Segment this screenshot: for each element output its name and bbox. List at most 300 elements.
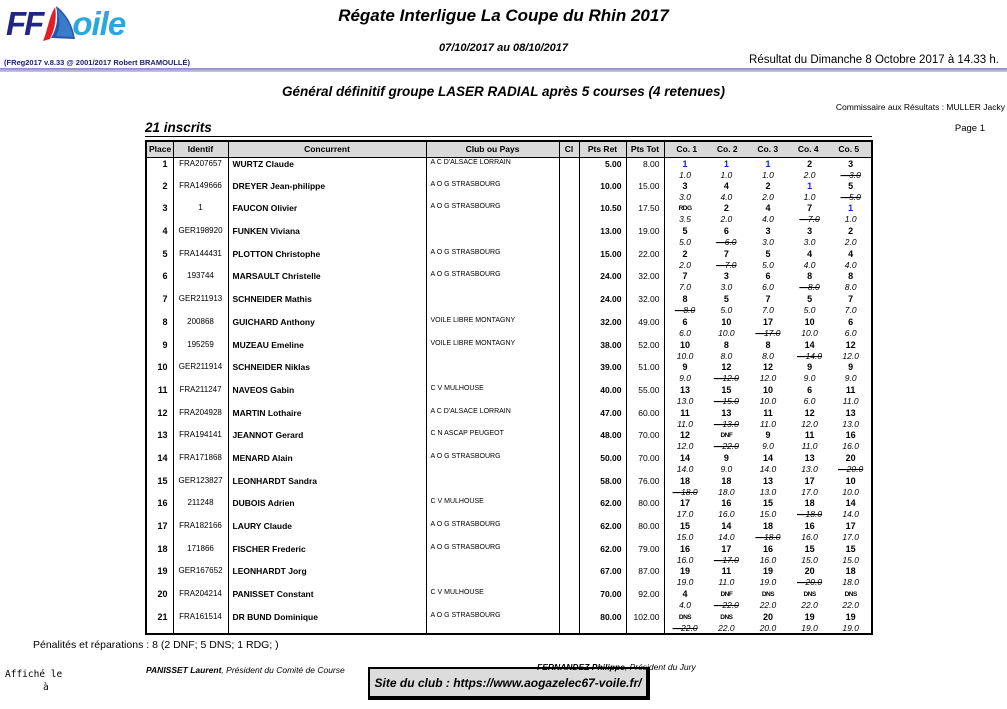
col-header-cl: Cl <box>559 141 579 157</box>
separator-line <box>0 68 1007 72</box>
cell-ptsret: 62.00 <box>579 497 626 520</box>
race-rank: 2 <box>682 248 688 259</box>
race-rank: 15 <box>721 384 732 395</box>
cell-name: SCHNEIDER Niklas <box>228 361 426 384</box>
cell-name: WURTZ Claude <box>228 157 426 180</box>
cell-ptsret: 39.00 <box>579 361 626 384</box>
cell-identif: 195259 <box>173 339 228 362</box>
cell-name: DUBOIS Adrien <box>228 497 426 520</box>
cell-identif: GER211914 <box>173 361 228 384</box>
table-row <box>146 157 872 180</box>
race-cell <box>830 316 872 339</box>
table-row <box>146 611 872 634</box>
cell-club: A O G STRASBOURG <box>426 543 559 566</box>
cell-cl <box>559 180 579 203</box>
software-version: (FReg2017 v.8.33 @ 2001/2017 Robert BRAMOULLÉ) <box>4 58 190 67</box>
race-cell <box>664 565 706 588</box>
cell-club <box>426 361 559 384</box>
race-points: 3.0 <box>720 282 733 293</box>
race-cell <box>830 429 872 452</box>
race-cell <box>747 293 789 316</box>
logo-text-oile: oile <box>72 5 126 42</box>
cell-place: 20 <box>146 588 173 611</box>
race-cell <box>789 202 831 225</box>
race-cell <box>706 316 748 339</box>
cell-place: 3 <box>146 202 173 225</box>
race-rank: 11 <box>804 430 815 441</box>
race-rank: RDG <box>678 205 692 213</box>
race-points: — 8.0 <box>789 282 831 292</box>
race-points: 15.0 <box>676 532 694 542</box>
race-cell <box>747 611 789 634</box>
results-table-container <box>145 140 873 635</box>
table-row <box>146 316 872 339</box>
race-cell <box>706 475 748 498</box>
race-cell <box>789 452 831 475</box>
race-rank: 2 <box>807 158 813 169</box>
cell-identif: FRA182166 <box>173 520 228 543</box>
race-points: 7.0 <box>844 305 857 316</box>
cell-name: PLOTTON Christophe <box>228 248 426 271</box>
cell-ptstot: 92.00 <box>626 588 664 611</box>
race-points: 1.0 <box>720 169 733 180</box>
race-points: 3.0 <box>762 237 774 248</box>
race-cell <box>664 293 706 316</box>
race-cell <box>789 225 831 248</box>
race-cell <box>747 339 789 362</box>
table-row <box>146 588 872 611</box>
group-title: Général définitif groupe LASER RADIAL après 5 courses (4 retenues) <box>281 84 726 99</box>
cell-identif: 171866 <box>173 543 228 566</box>
race-cell <box>747 361 789 384</box>
col-header-club: Club ou Pays <box>426 141 559 157</box>
race-rank: 8 <box>723 339 729 350</box>
race-cell <box>789 293 831 316</box>
race-cell <box>706 293 748 316</box>
race-points: 11.0 <box>842 395 859 406</box>
race-points: 11.0 <box>801 441 818 452</box>
race-cell <box>789 611 831 634</box>
results-table-body <box>146 157 872 634</box>
race-rank: 15 <box>680 521 691 531</box>
logo-text-ff: FF <box>6 5 43 42</box>
race-cell <box>664 452 706 475</box>
cell-place: 11 <box>146 384 173 407</box>
race-points: 4.0 <box>762 214 774 225</box>
cell-ptsret: 15.00 <box>579 248 626 271</box>
race-rank: 6 <box>765 271 771 282</box>
race-cell <box>789 543 831 566</box>
race-cell <box>789 475 831 498</box>
race-rank: 18 <box>680 475 691 486</box>
race-rank: 8 <box>682 294 688 305</box>
race-points: 1.0 <box>844 214 857 225</box>
race-points: 1.0 <box>803 191 816 202</box>
race-points: 19.0 <box>759 577 777 588</box>
race-cell <box>747 543 789 566</box>
cell-identif: FRA161514 <box>173 611 228 634</box>
col-header-races <box>664 141 872 157</box>
race-points: 3.0 <box>679 191 691 202</box>
cell-identif: FRA194141 <box>173 429 228 452</box>
race-rank: 10 <box>845 475 856 486</box>
col-header-race-3: Co. 3 <box>757 144 779 155</box>
race-rank: DNS <box>844 591 857 599</box>
cell-ptsret: 62.00 <box>579 520 626 543</box>
race-rank: 6 <box>807 384 813 395</box>
race-rank: DNS <box>720 613 733 621</box>
race-cell <box>830 588 872 611</box>
table-row <box>146 180 872 203</box>
race-cell <box>789 429 831 452</box>
race-points: 4.0 <box>803 259 816 270</box>
race-cell <box>664 497 706 520</box>
race-points: 17.0 <box>676 509 694 520</box>
race-points: 9.0 <box>844 373 857 384</box>
cell-ptsret: 50.00 <box>579 452 626 475</box>
race-rank: 18 <box>762 521 773 531</box>
cell-club: A C D'ALSACE LORRAIN <box>426 157 559 180</box>
cell-identif: 211248 <box>173 497 228 520</box>
race-points: — 22.0 <box>665 623 706 633</box>
race-cell <box>789 180 831 203</box>
cell-cl <box>559 452 579 475</box>
race-rank: 6 <box>723 226 729 237</box>
cell-name: MENARD Alain <box>228 452 426 475</box>
race-points: 11.0 <box>718 577 735 588</box>
race-rank: 1 <box>807 180 813 191</box>
cell-ptstot: 51.00 <box>626 361 664 384</box>
cell-cl <box>559 157 579 180</box>
race-cell <box>789 248 831 271</box>
race-points: 14.0 <box>842 509 859 520</box>
cell-place: 4 <box>146 225 173 248</box>
race-points: 11.0 <box>760 418 776 429</box>
race-points: — 17.0 <box>706 555 748 565</box>
race-cell <box>830 339 872 362</box>
race-rank: DNS <box>803 591 816 599</box>
cell-club: A O G STRASBOURG <box>426 180 559 203</box>
race-points: — 18.0 <box>747 532 789 542</box>
race-cell <box>706 225 748 248</box>
jury-president-name: FERNANDEZ Philippe <box>537 662 625 672</box>
race-cell <box>706 543 748 566</box>
race-rank: 16 <box>804 521 815 531</box>
race-rank: 16 <box>721 498 732 509</box>
race-points: 22.0 <box>801 600 818 611</box>
cell-place: 16 <box>146 497 173 520</box>
cell-ptstot: 49.00 <box>626 316 664 339</box>
cell-ptstot: 32.00 <box>626 293 664 316</box>
race-rank: 12 <box>804 407 815 418</box>
race-rank: 19 <box>804 611 815 622</box>
race-cell <box>830 497 872 520</box>
race-rank: 13 <box>680 384 691 395</box>
table-row <box>146 520 872 543</box>
race-cell <box>830 611 872 634</box>
cell-club: VOILE LIBRE MONTAGNY <box>426 339 559 362</box>
race-rank: 10 <box>804 316 815 327</box>
race-points: 16.0 <box>801 532 818 542</box>
race-rank: 1 <box>723 158 729 169</box>
race-cell <box>830 384 872 407</box>
entrants-count: 21 inscrits <box>145 120 872 137</box>
race-rank: 3 <box>723 271 729 282</box>
cell-identif: 1 <box>173 202 228 225</box>
race-rank: 17 <box>804 475 815 486</box>
race-cell <box>830 248 872 271</box>
cell-identif: 200868 <box>173 316 228 339</box>
race-cell <box>747 384 789 407</box>
race-cell <box>830 361 872 384</box>
race-cell <box>664 248 706 271</box>
results-commissioner: Commissaire aux Résultats : MULLER Jacky <box>835 102 1005 112</box>
cell-ptsret: 70.00 <box>579 588 626 611</box>
race-rank: 14 <box>680 452 691 463</box>
race-rank: 17 <box>721 543 732 554</box>
cell-identif: FRA149666 <box>173 180 228 203</box>
race-rank: 3 <box>682 180 688 191</box>
cell-ptsret: 40.00 <box>579 384 626 407</box>
race-points: — 7.0 <box>706 260 748 270</box>
race-rank: 2 <box>765 180 771 191</box>
cell-ptstot: 70.00 <box>626 429 664 452</box>
race-rank: 20 <box>845 452 856 463</box>
race-cell <box>706 520 748 543</box>
race-cell <box>706 157 748 180</box>
race-cell <box>830 225 872 248</box>
race-points: 7.0 <box>679 282 691 293</box>
race-points: 16.0 <box>842 441 859 452</box>
race-rank: 1 <box>765 158 771 169</box>
col-header-pts-tot: Pts Tot <box>626 141 664 157</box>
club-site-link[interactable]: Site du club : https://www.aogazelec67-voile.fr/ <box>374 675 642 690</box>
race-points: 2.0 <box>679 259 691 270</box>
race-cell <box>664 543 706 566</box>
race-points: 1.0 <box>762 169 774 180</box>
race-cell <box>664 339 706 362</box>
race-rank: 19 <box>762 566 773 577</box>
race-points: 9.0 <box>679 373 691 384</box>
cell-name: MARSAULT Christelle <box>228 270 426 293</box>
race-rank: 9 <box>682 362 688 373</box>
cell-name: LEONHARDT Sandra <box>228 475 426 498</box>
race-rank: 12 <box>762 362 773 373</box>
race-cell <box>789 588 831 611</box>
cell-ptsret: 58.00 <box>579 475 626 498</box>
cell-ptsret: 10.00 <box>579 180 626 203</box>
cell-name: FAUCON Olivier <box>228 202 426 225</box>
race-rank: 17 <box>762 316 773 327</box>
cell-place: 6 <box>146 270 173 293</box>
cell-place: 2 <box>146 180 173 203</box>
posted-date-label <box>5 668 62 694</box>
race-rank: 8 <box>807 271 813 282</box>
race-points: 5.0 <box>720 305 733 316</box>
race-rank: 13 <box>721 407 732 418</box>
cell-club <box>426 475 559 498</box>
race-cell <box>789 384 831 407</box>
table-row <box>146 543 872 566</box>
race-cell <box>747 225 789 248</box>
race-cell <box>747 202 789 225</box>
race-points: — 18.0 <box>789 509 831 519</box>
committee-president-role: , Président du Comité de Course <box>221 665 345 675</box>
race-rank: 14 <box>804 339 815 350</box>
race-points: 14.0 <box>718 532 735 542</box>
posted-line-1: Affiché le <box>5 669 63 680</box>
race-points: 13.0 <box>842 418 859 429</box>
result-datetime: Résultat du Dimanche 8 Octobre 2017 à 14.33 h. <box>749 54 999 66</box>
cell-place: 18 <box>146 543 173 566</box>
race-rank: 10 <box>721 316 732 327</box>
race-points: — 18.0 <box>665 487 706 497</box>
race-cell <box>830 520 872 543</box>
race-cell <box>747 429 789 452</box>
race-points: 22.0 <box>842 600 859 611</box>
race-rank: 18 <box>845 566 856 577</box>
cell-name: DREYER Jean-philippe <box>228 180 426 203</box>
cell-name: GUICHARD Anthony <box>228 316 426 339</box>
event-dates: 07/10/2017 au 08/10/2017 <box>438 42 569 54</box>
cell-cl <box>559 611 579 634</box>
race-rank: 7 <box>765 294 771 305</box>
table-header-row <box>146 141 872 157</box>
race-cell <box>664 611 706 634</box>
table-row <box>146 293 872 316</box>
race-rank: 14 <box>762 452 773 463</box>
race-cell <box>706 452 748 475</box>
cell-place: 10 <box>146 361 173 384</box>
race-cell <box>789 339 831 362</box>
race-points: — 5.0 <box>830 192 871 202</box>
cell-place: 9 <box>146 339 173 362</box>
race-cell <box>706 588 748 611</box>
cell-name: LEONHARDT Jorg <box>228 565 426 588</box>
race-points: 2.0 <box>720 214 733 225</box>
cell-cl <box>559 543 579 566</box>
race-rank: 13 <box>762 475 773 486</box>
race-points: 17.0 <box>801 486 818 497</box>
race-rank: 18 <box>804 498 815 509</box>
race-rank: 16 <box>680 543 691 554</box>
race-rank: 11 <box>845 384 856 395</box>
race-cell <box>706 497 748 520</box>
race-points: 11.0 <box>677 418 693 429</box>
results-table <box>145 140 873 635</box>
race-rank: 19 <box>680 566 691 577</box>
race-cell <box>664 180 706 203</box>
race-rank: 8 <box>848 271 854 282</box>
race-cell <box>706 361 748 384</box>
cell-place: 1 <box>146 157 173 180</box>
cell-place: 15 <box>146 475 173 498</box>
race-cell <box>747 270 789 293</box>
race-cell <box>830 180 872 203</box>
race-rank: 4 <box>848 248 854 259</box>
race-rank: 5 <box>682 226 688 237</box>
table-row <box>146 339 872 362</box>
race-points: 12.0 <box>676 441 694 452</box>
race-rank: DNS <box>761 591 775 599</box>
cell-club: C V MULHOUSE <box>426 497 559 520</box>
race-rank: 14 <box>721 521 732 531</box>
race-rank: 7 <box>723 248 729 259</box>
posted-line-2: à <box>43 682 49 693</box>
race-rank: 11 <box>680 407 690 418</box>
race-cell <box>706 384 748 407</box>
cell-ptsret: 24.00 <box>579 293 626 316</box>
race-cell <box>706 565 748 588</box>
race-cell <box>830 407 872 430</box>
jury-president <box>537 662 696 672</box>
table-row <box>146 202 872 225</box>
cell-ptsret: 47.00 <box>579 407 626 430</box>
cell-name: NAVEOS Gabin <box>228 384 426 407</box>
cell-identif: FRA207657 <box>173 157 228 180</box>
cell-ptstot: 55.00 <box>626 384 664 407</box>
race-points: 10.0 <box>759 395 777 406</box>
race-rank: 12 <box>680 430 691 441</box>
race-rank: 5 <box>723 294 729 305</box>
cell-ptstot: 52.00 <box>626 339 664 362</box>
race-cell <box>789 361 831 384</box>
race-cell <box>706 180 748 203</box>
race-rank: 4 <box>807 248 813 259</box>
race-cell <box>706 248 748 271</box>
race-points: 15.0 <box>842 554 859 565</box>
race-points: — 20.0 <box>789 577 831 587</box>
cell-cl <box>559 588 579 611</box>
table-row <box>146 452 872 475</box>
race-points: 15.0 <box>801 554 818 565</box>
col-header-race-1: Co. 1 <box>676 144 698 155</box>
cell-ptstot: 32.00 <box>626 270 664 293</box>
table-row <box>146 361 872 384</box>
race-cell <box>830 565 872 588</box>
race-rank: DNS <box>678 613 692 621</box>
cell-identif: 193744 <box>173 270 228 293</box>
race-points: 12.0 <box>801 418 818 429</box>
race-rank: 15 <box>804 543 815 554</box>
race-rank: 1 <box>848 203 854 214</box>
cell-club <box>426 565 559 588</box>
table-row <box>146 429 872 452</box>
race-points: 8.0 <box>844 282 857 293</box>
race-cell <box>830 543 872 566</box>
race-points: 10.0 <box>718 327 735 338</box>
cell-ptstot: 80.00 <box>626 520 664 543</box>
race-points: 2.0 <box>803 169 816 180</box>
race-rank: 7 <box>848 294 854 305</box>
cell-ptstot: 80.00 <box>626 497 664 520</box>
cell-ptsret: 24.00 <box>579 270 626 293</box>
cell-ptstot: 87.00 <box>626 565 664 588</box>
race-points: 4.0 <box>679 600 691 611</box>
race-points: — 8.0 <box>665 305 706 315</box>
cell-place: 13 <box>146 429 173 452</box>
race-points: 19.0 <box>676 577 694 588</box>
race-cell <box>747 180 789 203</box>
race-rank: 13 <box>804 452 815 463</box>
race-rank: 11 <box>721 566 732 577</box>
race-points: 4.0 <box>720 191 733 202</box>
race-cell <box>789 316 831 339</box>
cell-name: MUZEAU Emeline <box>228 339 426 362</box>
race-cell <box>747 452 789 475</box>
cell-cl <box>559 475 579 498</box>
cell-name: JEANNOT Gerard <box>228 429 426 452</box>
